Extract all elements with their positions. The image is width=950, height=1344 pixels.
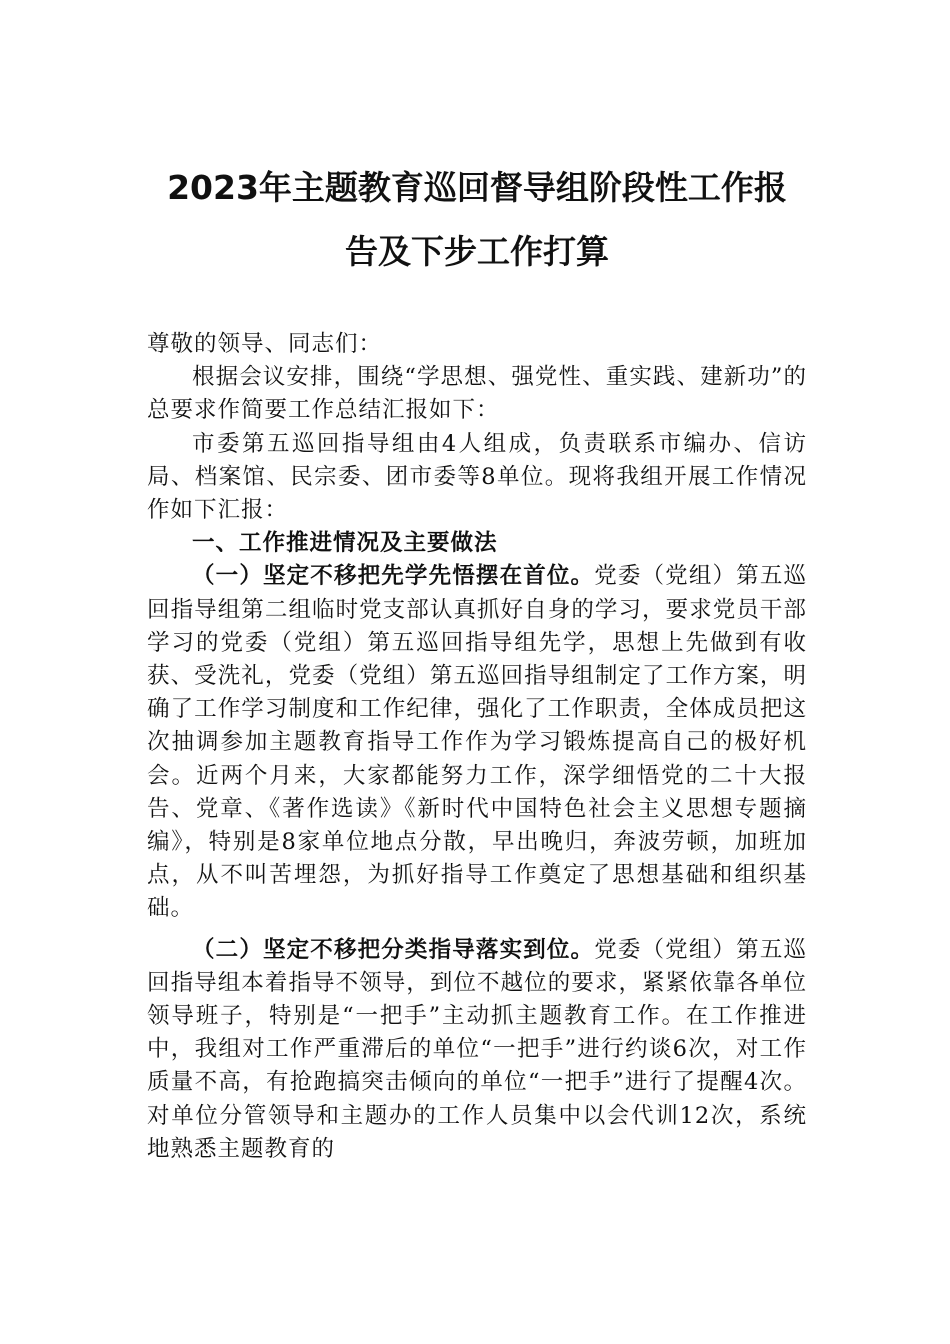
salutation: 尊敬的领导、同志们： — [147, 331, 383, 357]
paragraph-2-lead: （二）坚定不移把分类指导落实到位。 — [192, 936, 595, 963]
document-body — [147, 328, 807, 1166]
section-heading-1: 一、工作推进情况及主要做法 — [192, 530, 498, 557]
paragraph-2-body: 党委（党组）第五巡回指导组本着指导不领导，到位不越位的要求，紧紧依靠各单位领导班子，特别是“一把手”主动抓主题教育工作。在工作推进中，我组对工作严重滞后的单位“一把手”进行约谈6次，对工作质量不高，有抢跑搞突击倾向的单位“一把手”进行了提醒4次。对单位分管领导和主题办的工作人员集中以会代训12次，系统地熟悉主题教育的 — [147, 936, 807, 1162]
document-title-line-1: 2023年主题教育巡回督导组阶段性工作报 — [167, 168, 787, 207]
paragraph-1-lead: （一）坚定不移把先学先悟摆在首位。 — [192, 563, 595, 590]
paragraph-1 — [147, 560, 807, 925]
paragraph-2 — [147, 934, 807, 1166]
document-title-line-2: 告及下步工作打算 — [345, 232, 609, 271]
group-info-paragraph: 市委第五巡回指导组由4人组成，负责联系市编办、信访局、档案馆、民宗委、团市委等8单位。现将我组开展工作情况作如下汇报： — [147, 430, 807, 524]
intro-paragraph: 根据会议安排，围绕“学思想、强党性、重实践、建新功”的总要求作简要工作总结汇报如下： — [147, 364, 807, 424]
paragraph-1-body: 党委（党组）第五巡回指导组第二组临时党支部认真抓好自身的学习，要求党员干部学习的党委（党组）第五巡回指导组先学，思想上先做到有收获、受洗礼，党委（党组）第五巡回指导组制定了工作方案，明确了工作学习制度和工作纪律，强化了工作职责，全体成员把这次抽调参加主题教育指导工作作为学习锻炼提高自己的极好机会。近两个月来，大家都能努力工作，深学细悟党的二十大报告、党章、《著作选读》《新时代中国特色社会主义思想专题摘编》，特别是8家单位地点分散，早出晚归，奔波劳顿，加班加点，从不叫苦埋怨，为抓好指导工作奠定了思想基础和组织基础。 — [147, 563, 807, 922]
